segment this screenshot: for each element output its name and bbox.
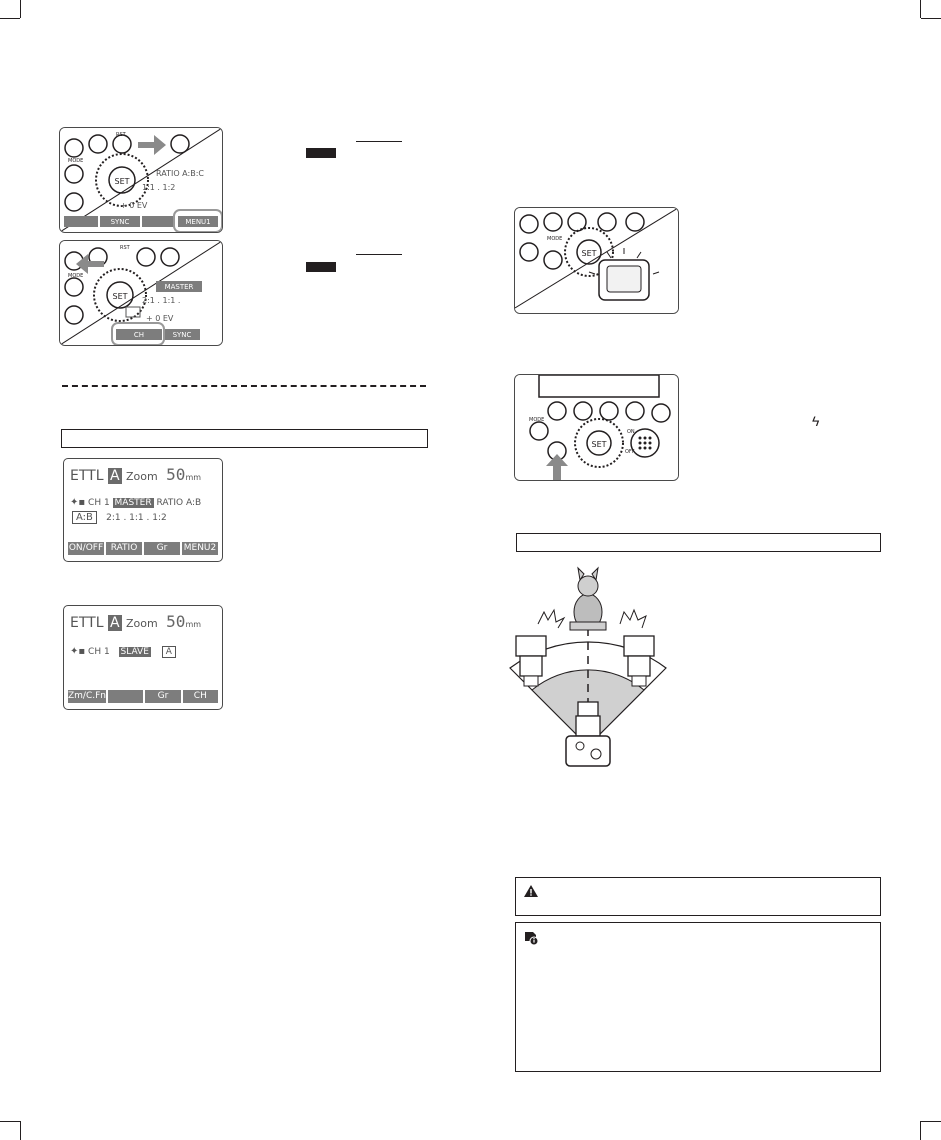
- zoom-label: Zoom: [126, 470, 158, 483]
- flash-bolt-icon: ϟ: [812, 413, 820, 429]
- warning-triangle-icon: [524, 885, 538, 897]
- svg-text:SYNC: SYNC: [172, 331, 192, 339]
- ettl-mode-label: ETTL: [70, 615, 104, 631]
- flash-lcd-drawing: [515, 208, 678, 313]
- svg-text:MASTER: MASTER: [164, 283, 194, 291]
- flash-controls-drawing: [60, 241, 222, 345]
- section-header-bar-left: [61, 429, 428, 448]
- note-box: [515, 922, 881, 1072]
- softkey-group[interactable]: Gr: [145, 690, 180, 703]
- zoom-label: Zoom: [126, 617, 158, 630]
- focal-length-value: 50: [166, 465, 186, 484]
- softkey-channel[interactable]: CH: [183, 690, 218, 703]
- flash-controls-drawing: [60, 128, 222, 232]
- softkey-zoom-cfn[interactable]: Zm/C.Fn: [68, 691, 106, 701]
- crop-mark: [20, 1121, 21, 1140]
- subject-dog-icon: [570, 568, 606, 630]
- ettl-mode-label: ETTL: [70, 468, 104, 484]
- svg-text:MODE: MODE: [529, 417, 545, 423]
- flash-power-illustration: [514, 374, 679, 481]
- svg-text:SYNC: SYNC: [110, 218, 130, 226]
- softkey-on-off[interactable]: ON/OFF: [68, 543, 104, 553]
- softkey-blank[interactable]: [108, 690, 143, 703]
- svg-text:1:1 . 1:2: 1:1 . 1:2: [142, 183, 176, 192]
- ratio-group-box: A:B: [72, 511, 97, 524]
- svg-text:MODE: MODE: [547, 236, 563, 242]
- focal-unit: mm: [185, 620, 202, 629]
- softkey-menu[interactable]: MENU2: [183, 543, 217, 553]
- crop-mark: [20, 0, 21, 18]
- reference-rule: [356, 141, 402, 142]
- flash-back-illustration-1: [59, 127, 223, 233]
- svg-text:2:1 . 1:1 .: 2:1 . 1:1 .: [142, 296, 181, 305]
- lcd-master-display: [63, 458, 223, 562]
- svg-text:SET: SET: [591, 440, 607, 449]
- flash-lcd-lit-illustration: [514, 207, 679, 314]
- wireless-icon: ✦▪: [70, 497, 86, 508]
- svg-text:SET: SET: [114, 177, 130, 186]
- slave-group-box: A: [162, 646, 176, 658]
- svg-text:RST: RST: [116, 132, 126, 138]
- focal-unit: mm: [185, 473, 202, 482]
- svg-text:+ 0 EV: + 0 EV: [146, 314, 174, 323]
- crop-mark: [0, 1121, 20, 1122]
- svg-text:ON: ON: [627, 429, 635, 435]
- wireless-setup-diagram: [502, 564, 682, 770]
- slave-mode-tag: SLAVE: [120, 647, 149, 657]
- channel-label: CH 1: [88, 498, 110, 508]
- softkey-row: [68, 690, 218, 703]
- svg-text:SET: SET: [581, 249, 597, 258]
- softkey-row: [68, 542, 218, 555]
- master-mode-tag: MASTER: [114, 498, 152, 508]
- auto-zoom-indicator: A: [109, 468, 120, 484]
- flash-back-illustration-2: [59, 240, 223, 346]
- black-label-tag: [306, 262, 336, 272]
- warning-box: [515, 877, 881, 916]
- note-info-icon: [525, 932, 538, 945]
- crop-mark: [920, 0, 921, 18]
- svg-text:OFF: OFF: [625, 449, 635, 455]
- crop-mark: [0, 18, 20, 19]
- softkey-ratio[interactable]: RATIO: [106, 542, 142, 555]
- section-separator: [62, 385, 426, 387]
- svg-text:SET: SET: [112, 292, 128, 301]
- reference-rule: [356, 254, 402, 255]
- lcd-slave-display: [63, 605, 223, 710]
- crop-mark: [920, 1121, 921, 1140]
- ratio-label: RATIO A:B: [156, 498, 202, 508]
- ratio-values: 2:1 . 1:1 . 1:2: [106, 513, 167, 523]
- crop-mark: [921, 1121, 941, 1122]
- svg-text:+ 0 EV: + 0 EV: [120, 201, 148, 210]
- channel-label: CH 1: [88, 647, 110, 657]
- svg-text:MODE: MODE: [68, 273, 84, 279]
- crop-mark: [921, 18, 941, 19]
- svg-text:MODE: MODE: [68, 158, 84, 164]
- softkey-group[interactable]: Gr: [144, 542, 180, 555]
- svg-text:RST: RST: [120, 245, 130, 251]
- flash-power-drawing: [515, 375, 678, 480]
- focal-length-value: 50: [166, 612, 186, 631]
- auto-zoom-indicator: A: [109, 615, 120, 631]
- section-header-bar-right: [516, 533, 881, 552]
- wireless-icon: ✦▪: [70, 646, 86, 657]
- svg-text:MENU1: MENU1: [185, 218, 211, 226]
- lcd-ratio-text: RATIO A:B:C: [156, 169, 204, 178]
- svg-text:CH: CH: [133, 331, 145, 339]
- black-label-tag: [306, 148, 336, 158]
